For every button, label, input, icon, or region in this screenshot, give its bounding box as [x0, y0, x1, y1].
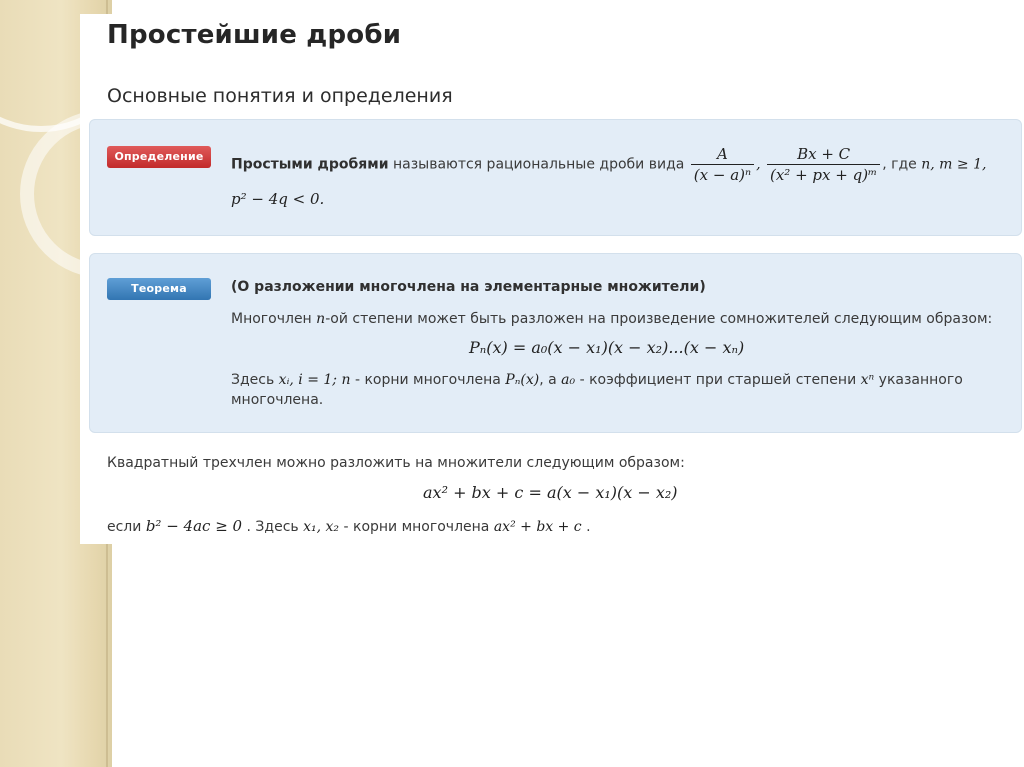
definition-term: Простыми дробями: [231, 156, 389, 173]
quadratic-poly: ax² + bx + c: [493, 519, 582, 535]
theorem-power: xⁿ: [860, 372, 875, 388]
theorem-roots-var: xᵢ, i = 1; n: [278, 372, 351, 388]
theorem-line-4: многочлена.: [231, 392, 324, 408]
theorem-line-3-c: , а: [539, 372, 557, 388]
definition-line-1: [231, 144, 986, 185]
definition-box: [89, 119, 1022, 236]
theorem-line-3-a: Здесь: [231, 372, 275, 388]
theorem-line-1-end: -ой степени может быть разложен на произведение сомножителей следующим образом:: [325, 311, 993, 327]
quadratic-here: . Здесь: [246, 519, 299, 535]
quadratic-discriminant: b² − 4ac ≥ 0: [145, 517, 243, 535]
theorem-poly: Pₙ(x): [505, 372, 540, 388]
theorem-formula: Pₙ(x) = a₀(x − x₁)(x − x₂)...(x − xₙ): [469, 338, 745, 357]
theorem-line-1: [231, 311, 992, 327]
fraction-a: [691, 144, 754, 185]
quadratic-intro: Квадратный трехчлен можно разложить на множители следующим образом:: [107, 455, 685, 471]
theorem-coef: a₀: [561, 372, 576, 388]
fraction-b: [767, 144, 880, 185]
fraction-b-numerator: Bx + C: [767, 144, 880, 165]
quadratic-roots-text: - корни многочлена: [343, 519, 490, 535]
fraction-separator: ,: [756, 156, 761, 173]
theorem-degree-var: n: [316, 311, 326, 327]
fraction-a-denominator: (x − a)ⁿ: [693, 166, 752, 184]
theorem-line-3-d: - коэффициент при старшей степени: [579, 372, 857, 388]
definition-where: , где: [882, 156, 917, 173]
quadratic-formula: ax² + bx + c = a(x − x₁)(x − x₂): [423, 483, 678, 502]
quadratic-if: если: [107, 519, 142, 535]
fraction-a-numerator: A: [691, 144, 754, 165]
theorem-box: [89, 253, 1022, 433]
theorem-line-1-start: Многочлен: [231, 311, 312, 327]
definition-condition-2: p² − 4q < 0.: [231, 190, 325, 208]
fraction-b-denominator: (x² + px + q)ᵐ: [770, 166, 878, 184]
quadratic-condition-line: [107, 517, 591, 535]
definition-condition-1: n, m ≥ 1,: [921, 156, 987, 173]
definition-badge: Определение: [107, 146, 211, 168]
definition-text: называются рациональные дроби вида: [392, 156, 685, 173]
theorem-line-3: [231, 372, 963, 388]
quadratic-end: .: [586, 519, 591, 535]
theorem-line-3-b: - корни многочлена: [354, 372, 501, 388]
quadratic-roots: x₁, x₂: [303, 519, 340, 535]
page-title: Простейшие дроби: [107, 20, 402, 50]
page-subtitle: Основные понятия и определения: [107, 85, 453, 107]
theorem-heading: (О разложении многочлена на элементарные множители): [231, 279, 706, 295]
theorem-badge: Теорема: [107, 278, 211, 300]
slide-content: [80, 14, 1024, 544]
theorem-line-3-e: указанного: [878, 372, 963, 388]
